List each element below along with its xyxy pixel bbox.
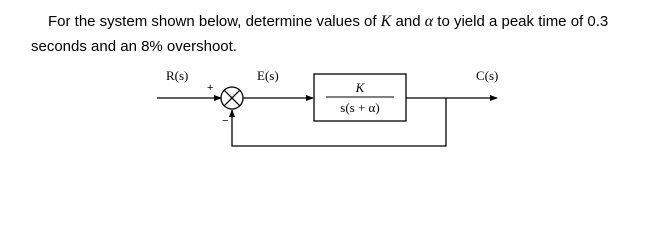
problem-text-conj: and (391, 13, 425, 30)
variable-k: K (380, 13, 392, 30)
input-label: R(s) (166, 68, 189, 83)
error-label: E(s) (257, 68, 279, 83)
transfer-numerator: K (355, 80, 365, 95)
minus-sign: − (222, 115, 229, 127)
summing-junction (221, 87, 243, 109)
problem-text-3: seconds and an 8% overshoot. (31, 38, 237, 55)
problem-text-2: to yield a peak time of 0.3 (433, 13, 609, 30)
output-label: C(s) (476, 68, 499, 83)
transfer-denominator: s(s + α) (340, 100, 380, 115)
problem-text-1: For the system shown below, determine values of (48, 13, 381, 30)
plus-sign: + (207, 82, 214, 94)
variable-alpha: α (424, 13, 434, 30)
